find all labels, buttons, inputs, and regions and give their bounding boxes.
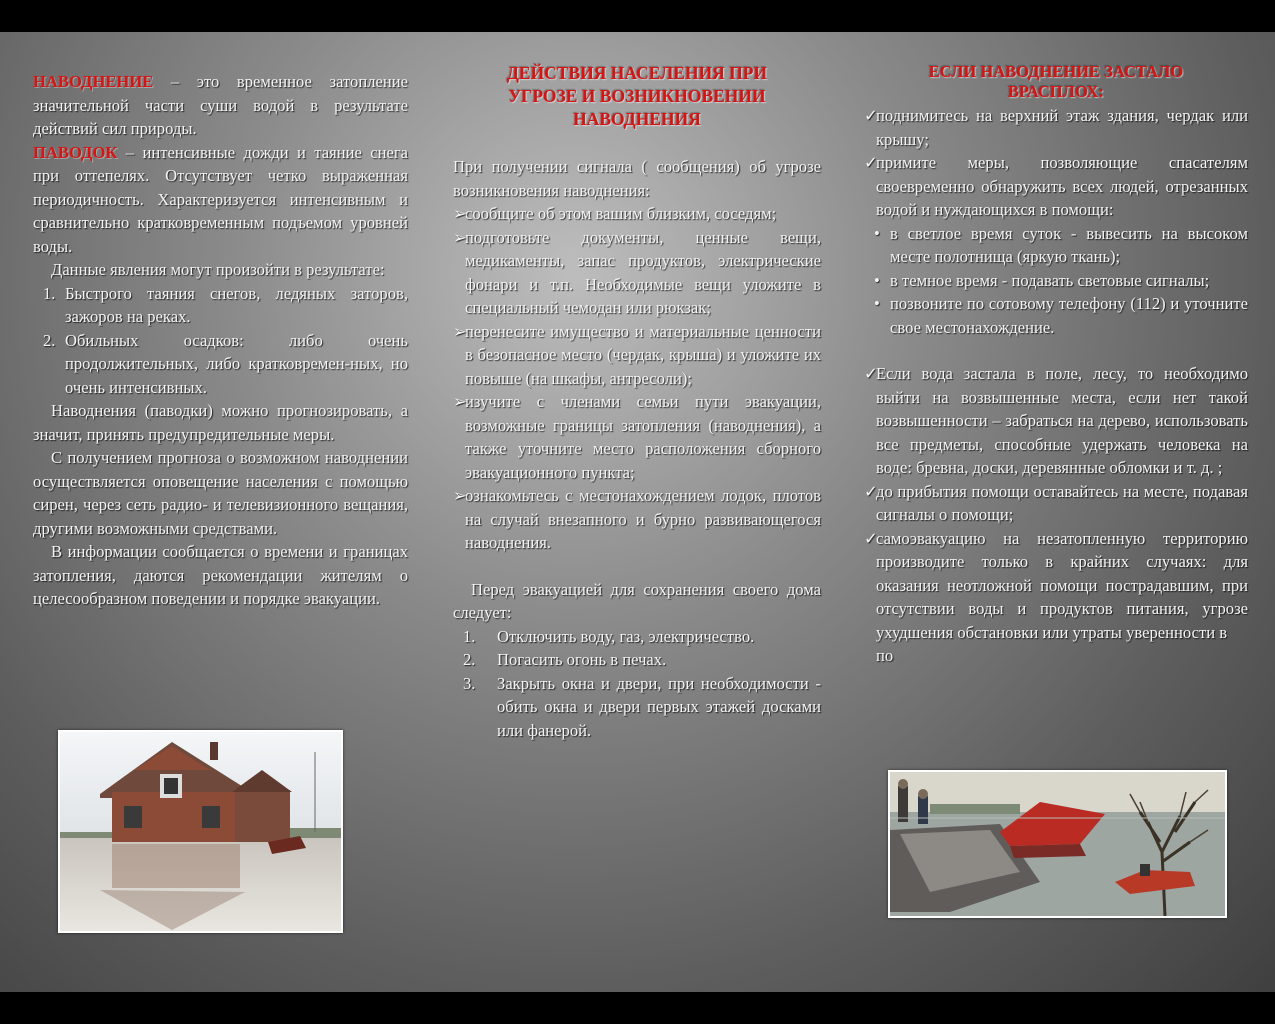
list-item: 1. Быстрого таяния снегов, ледяных заторов, зажоров на реках. xyxy=(43,283,408,326)
check-icon: ✓ xyxy=(864,481,878,501)
term-high-water: ПАВОДОК xyxy=(33,142,118,162)
list-item: ✓ примите меры, позволяющие спасателям своевременно обнаружить всех людей, отрезанных водой и нуждающихся в помощи: xyxy=(864,153,1248,219)
arrow-icon: ➢ xyxy=(453,321,467,341)
definition-high-water: ПАВОДОК – интенсивные дожди и таяние снега при оттепелях. Отсутствует четко выраженная периодичность. Характеризуется интенсивным и сравнительно кратковременным подъемом уровней воды. xyxy=(33,142,408,256)
surprise-title: ЕСЛИ НАВОДНЕНИЕ ЗАСТАЛО ВРАСПЛОХ: xyxy=(928,62,1184,101)
list-item: 3. Закрыть окна и двери, при необходимости - обить окна и двери первых этажей досками или фанерой. xyxy=(463,673,821,740)
rooftops-drawing xyxy=(890,772,1225,916)
list-item: • в темное время - подавать световые сигналы; xyxy=(864,269,1248,293)
bullet-icon: • xyxy=(874,294,880,313)
list-item: ➢ перенесите имущество и материальные ценности в безопасное место (чердак, крыша) и уложите их повыше (на шкафы, антресоли); xyxy=(453,321,821,388)
actions-title: ДЕЙСТВИЯ НАСЕЛЕНИЯ ПРИ УГРОЗЕ И ВОЗНИКНОВЕНИИ НАВОДНЕНИЯ xyxy=(506,63,768,129)
causes-intro: Данные явления могут произойти в результате: xyxy=(51,260,385,279)
evacuation-steps xyxy=(453,625,821,743)
term-flood: НАВОДНЕНИЕ xyxy=(33,72,154,91)
list-item: 1. Отключить воду, газ, электричество. xyxy=(463,626,755,646)
list-item: ➢ изучите с членами семьи пути эвакуации, возможные границы затопления (наводнения), а также уточните место расположения сборного эвакуационного пункта; xyxy=(453,392,821,482)
arrow-icon: ➢ xyxy=(453,486,467,505)
column-surprise xyxy=(864,62,1248,668)
list-item: ➢ подготовьте документы, ценные вещи, медикаменты, запас продуктов, электрические фонари и т.п. Необходимые вещи уложите в специальный чемодан или рюкзак; xyxy=(453,227,821,317)
check-icon: ✓ xyxy=(864,364,878,383)
list-item: ✓ до прибытия помощи оставайтесь на месте, подавая сигналы о помощи; xyxy=(864,481,1248,524)
paragraph-forecast: Наводнения (паводки) можно прогнозировать, а значит, принять предупредительные меры. xyxy=(33,401,408,444)
check-icon: ✓ xyxy=(864,528,878,548)
flooded-house-illustration xyxy=(60,732,341,931)
list-item: • в светлое время суток - вывесить на высоком месте полотнища (яркую ткань); xyxy=(874,223,1248,266)
list-item-continuation: по xyxy=(876,646,894,665)
paragraph-info: В информации сообщается о времени и границах затопления, даются рекомендации жителям о целесообразном поведении и порядке эвакуации. xyxy=(33,542,408,608)
check-icon: ✓ xyxy=(864,153,878,172)
arrow-icon: ➢ xyxy=(453,392,467,411)
paragraph-warning: С получением прогноза о возможном наводнении осуществляется оповещение населения с помощью сирен, через сеть радио- и телевизионного вещания, другими возможными средствами. xyxy=(33,448,408,538)
bullet-icon: • xyxy=(874,223,880,243)
flooded-house-photo xyxy=(58,730,343,933)
actions-list xyxy=(453,202,821,555)
check-icon: ✓ xyxy=(864,106,878,125)
list-item: ✓ Если вода застала в поле, лесу, то необходимо выйти на возвышенные места, если нет такой возвышенности – забраться на дерево, использовать все предметы, способные удержать человека на воде: бревна, доски, деревянные обломки и т. д. ; xyxy=(864,364,1248,477)
list-item: ➢ сообщите об этом вашим близким, соседям; xyxy=(453,202,821,226)
column-actions xyxy=(453,62,821,742)
definition-flood: НАВОДНЕНИЕ – это временное затопление значительной части суши водой в результате действий сил природы. xyxy=(33,72,408,138)
causes-list xyxy=(33,282,408,400)
before-evacuation: Перед эвакуацией для сохранения своего дома следует: xyxy=(453,579,821,622)
list-item: ✓ самоэвакуацию на незатопленную территорию производите только в крайних случаях: для оказания неотложной помощи пострадавшим, при отсутствии воды и продуктов питания, угрозе ухудшения обстановки или утраты уверенности в xyxy=(864,528,1248,642)
list-item: ✓ поднимитесь на верхний этаж здания, чердак или крышу; xyxy=(864,106,1248,149)
actions-intro: При получении сигнала ( сообщения) об угрозе возникновения наводнения: xyxy=(453,157,821,200)
bullet-icon: • xyxy=(874,270,880,290)
flood-rooftops-illustration xyxy=(888,770,1227,918)
brochure-slide xyxy=(0,32,1275,992)
column-definitions xyxy=(33,70,408,611)
list-item: 2. Погасить огонь в печах. xyxy=(463,650,667,669)
arrow-icon: ➢ xyxy=(453,227,467,247)
list-item: ➢ ознакомьтесь с местонахождением лодок, плотов на случай внезапного и бурно развивающегося наводнения. xyxy=(453,486,821,552)
list-item: • позвоните по сотовому телефону (112) и уточните свое местонахождение. xyxy=(874,294,1248,337)
arrow-icon: ➢ xyxy=(453,204,467,223)
list-item: 2. Обильных осадков: либо очень продолжительных, либо кратковремен-ных, но очень интенсивных. xyxy=(43,330,408,397)
